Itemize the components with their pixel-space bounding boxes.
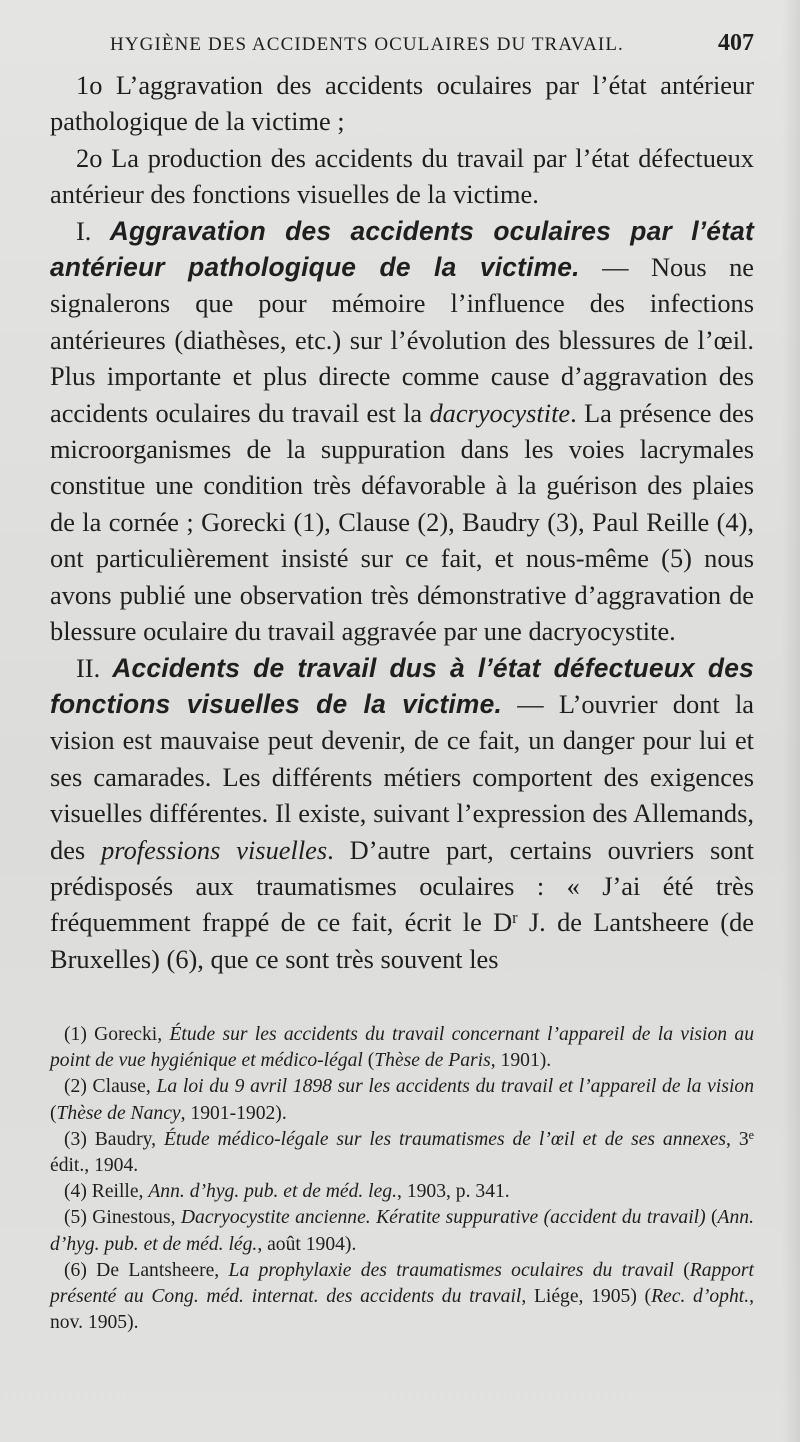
footnote-6-ref: (6) De Lantsheere, xyxy=(64,1259,229,1281)
section-2-text-c: J. de Lantsheere (de Bruxelles) (6), que ce sont très souvent les xyxy=(50,907,754,974)
footnote-4 xyxy=(50,1179,754,1205)
footnote-6-title: La prophylaxie des traumatismes oculaires du travail xyxy=(228,1259,674,1281)
section-2-heading: Accidents de travail dus à l’état défectueux des fonctions visuelles de la victime. xyxy=(50,652,754,719)
footnote-4-text-a: , 1903, p. 341. xyxy=(397,1181,510,1203)
footnote-1 xyxy=(50,1022,754,1074)
footnote-5-title: Dacryocystite ancienne. Kératite suppurative (accident du travail) xyxy=(180,1207,706,1229)
footnote-2-title: La loi du 9 avril 1898 sur les accidents du travail et l’appareil de la vision xyxy=(156,1076,754,1098)
footnote-6 xyxy=(50,1258,754,1337)
footnote-2-text-b: , 1901-1902). xyxy=(180,1102,287,1124)
footnote-6-report: Rapport présenté au Cong. méd. internat. des accidents du travail xyxy=(50,1259,754,1308)
footnote-2-source: Thèse de Nancy xyxy=(56,1102,181,1124)
footnote-1-text-a: ( xyxy=(362,1050,375,1072)
page-number: 407 xyxy=(718,30,754,56)
section-2-text-b: . D’autre part, certains ouvriers sont prédisposés aux traumatismes oculaires : « J’ai été très fréquemment frappé de ce fait, écrit le D xyxy=(50,834,755,938)
section-2-superscript: r xyxy=(512,908,518,928)
footnote-6-text-c: , nov. 1905). xyxy=(50,1286,754,1334)
footnote-3 xyxy=(50,1127,754,1179)
footnote-6-source: Rec. d’opht. xyxy=(651,1286,750,1308)
footnote-6-text-a: ( xyxy=(673,1259,690,1281)
main-text xyxy=(50,67,754,977)
section-1-emphasis: dacryocystite xyxy=(429,397,571,428)
section-1-text-a: — Nous ne signalerons que pour mémoire l’influence des infections antérieures (diathèses, etc.) sur l’évolution des blessures de l’œil. Plus importante et plus directe comme cause d’aggravation des accidents oculaires du travail est la xyxy=(50,252,755,428)
footnote-5-ref: (5) Ginestous, xyxy=(64,1207,181,1229)
page-edge-shadow xyxy=(782,0,800,1442)
footnote-1-title: Étude sur les accidents du travail concernant l’appareil de la vision au point de vue hygiénique et médico-légal xyxy=(50,1024,754,1072)
list-item-1: 1o L’aggravation des accidents oculaires par l’état antérieur pathologique de la victime ; xyxy=(50,70,754,137)
footnote-2 xyxy=(50,1074,754,1126)
footnote-4-source: Ann. d’hyg. pub. et de méd. leg. xyxy=(148,1181,398,1203)
section-2-paragraph xyxy=(50,650,754,978)
footnote-5-text-b: , août 1904). xyxy=(257,1233,357,1255)
footnote-5 xyxy=(50,1205,754,1257)
section-1-paragraph xyxy=(50,213,754,650)
footnote-5-text-a: ( xyxy=(705,1207,718,1229)
footnote-3-text-a: , 3 xyxy=(726,1128,749,1150)
footnote-5-source: Ann. d’hyg. pub. et de méd. lég. xyxy=(50,1207,754,1255)
footnote-6-text-b: , Liége, 1905) ( xyxy=(521,1286,652,1308)
list-item-2: 2o La production des accidents du travail par l’état défectueux antérieur des fonctions visuelles de la victime. xyxy=(50,142,754,210)
running-title: HYGIÈNE DES ACCIDENTS OCULAIRES DU TRAVAIL. xyxy=(110,34,624,55)
section-2-emphasis: professions visuelles xyxy=(101,834,328,865)
section-2-text-a: — L’ouvrier dont la vision est mauvaise peut devenir, de ce fait, un danger pour lui et ses camarades. Les différents métiers comportent des exigences visuelles différentes. Il existe, suivant l’expression des Allemands, des xyxy=(50,688,754,865)
section-1-text-b: . La présence des microorganismes de la suppuration dans les voies lacrymales constitue une condition très défavorable à la guérison des plaies de la cornée ; Gorecki (1), Clause (2), Baudry (3), Paul Reille (4), ont particulièrement insisté sur ce fait, et nous-même (5) nous avons publié une observation très démonstrative d’aggravation de blessure oculaire du travail aggravée par une dacryocystite. xyxy=(50,397,754,647)
footnote-3-text-b: édit., 1904. xyxy=(50,1155,139,1177)
footnote-1-text-b: , 1901). xyxy=(490,1050,552,1072)
footnote-4-ref: (4) Reille, xyxy=(64,1181,149,1203)
footnote-3-superscript: e xyxy=(748,1127,755,1142)
footnote-1-source: Thèse de Paris xyxy=(374,1050,491,1072)
footnote-1-ref: (1) Gorecki, xyxy=(64,1024,170,1045)
footnote-3-ref: (3) Baudry, xyxy=(64,1128,164,1150)
running-header xyxy=(110,30,754,57)
section-2-number: II. xyxy=(76,652,101,683)
section-1-heading: Aggravation des accidents oculaires par l’état antérieur pathologique de la victime. xyxy=(50,215,754,283)
section-1-number: I. xyxy=(76,215,92,246)
footnote-3-title: Étude médico-légale sur les traumatismes de l’œil et de ses annexes xyxy=(163,1128,727,1150)
footnote-2-text-a: ( xyxy=(50,1102,57,1124)
footnotes xyxy=(50,1022,754,1336)
footnote-2-ref: (2) Clause, xyxy=(64,1076,157,1098)
